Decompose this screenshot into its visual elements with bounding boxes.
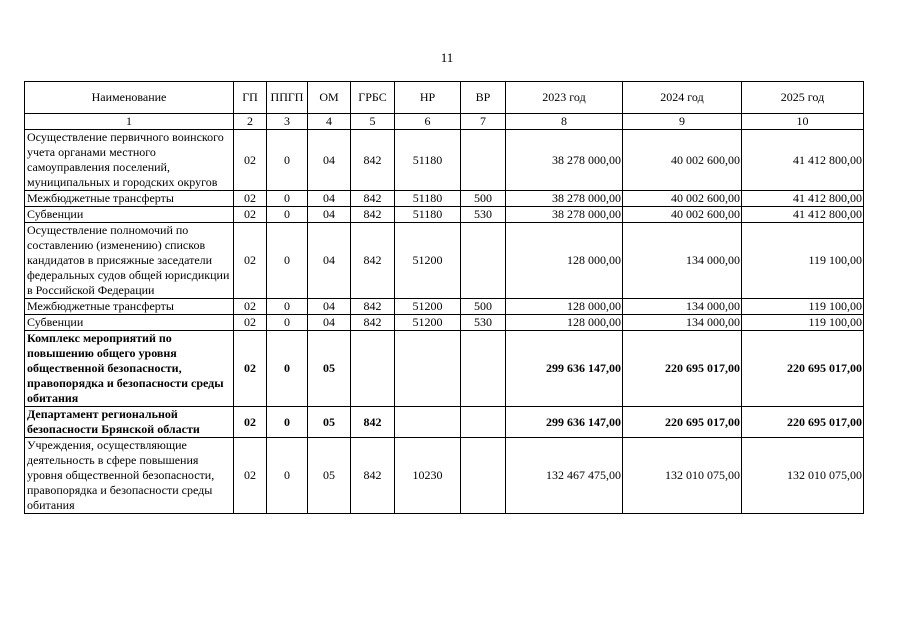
amount-2024-cell: 220 695 017,00 — [623, 331, 742, 407]
nr-cell: 51200 — [395, 299, 461, 315]
vr-cell — [461, 130, 506, 191]
table-row — [25, 407, 864, 438]
column-number-row — [25, 114, 864, 130]
vr-cell: 500 — [461, 191, 506, 207]
column-number: 1 — [25, 114, 234, 130]
ppgp-cell: 0 — [267, 223, 308, 299]
nr-cell: 51200 — [395, 223, 461, 299]
amount-2024-cell: 132 010 075,00 — [623, 438, 742, 514]
nr-cell — [395, 331, 461, 407]
amount-2024-cell: 134 000,00 — [623, 299, 742, 315]
om-cell: 05 — [308, 407, 351, 438]
vr-cell: 500 — [461, 299, 506, 315]
table-row — [25, 207, 864, 223]
grbs-cell: 842 — [351, 407, 395, 438]
gp-cell: 02 — [234, 331, 267, 407]
amount-2023-cell: 38 278 000,00 — [506, 130, 623, 191]
column-number: 6 — [395, 114, 461, 130]
row-name-cell: Осуществление полномочий по составлению (изменению) списков кандидатов в присяжные заседатели федеральных судов общей юрисдикции в Российской Федерации — [25, 223, 234, 299]
nr-cell: 51180 — [395, 191, 461, 207]
vr-cell — [461, 223, 506, 299]
om-cell: 05 — [308, 438, 351, 514]
grbs-cell: 842 — [351, 438, 395, 514]
grbs-cell: 842 — [351, 130, 395, 191]
col-gp-header: ГП — [234, 82, 267, 114]
ppgp-cell: 0 — [267, 315, 308, 331]
om-cell: 04 — [308, 130, 351, 191]
row-name-cell: Департамент региональной безопасности Брянской области — [25, 407, 234, 438]
vr-cell: 530 — [461, 315, 506, 331]
gp-cell: 02 — [234, 299, 267, 315]
grbs-cell: 842 — [351, 191, 395, 207]
amount-2024-cell: 40 002 600,00 — [623, 191, 742, 207]
amount-2025-cell: 41 412 800,00 — [742, 191, 864, 207]
column-number: 2 — [234, 114, 267, 130]
col-om-header: ОМ — [308, 82, 351, 114]
col-2024-header: 2024 год — [623, 82, 742, 114]
row-name-cell: Осуществление первичного воинского учета органами местного самоуправления поселений, муниципальных и городских округов — [25, 130, 234, 191]
om-cell: 04 — [308, 207, 351, 223]
nr-cell: 51200 — [395, 315, 461, 331]
grbs-cell: 842 — [351, 223, 395, 299]
gp-cell: 02 — [234, 191, 267, 207]
column-number: 3 — [267, 114, 308, 130]
nr-cell: 51180 — [395, 130, 461, 191]
column-number: 7 — [461, 114, 506, 130]
vr-cell — [461, 407, 506, 438]
amount-2023-cell: 38 278 000,00 — [506, 191, 623, 207]
table-row — [25, 299, 864, 315]
ppgp-cell: 0 — [267, 407, 308, 438]
amount-2025-cell: 132 010 075,00 — [742, 438, 864, 514]
col-ppgp-header: ППГП — [267, 82, 308, 114]
column-number: 4 — [308, 114, 351, 130]
vr-cell: 530 — [461, 207, 506, 223]
row-name-cell: Субвенции — [25, 207, 234, 223]
amount-2024-cell: 40 002 600,00 — [623, 130, 742, 191]
col-2025-header: 2025 год — [742, 82, 864, 114]
amount-2023-cell: 38 278 000,00 — [506, 207, 623, 223]
amount-2025-cell: 119 100,00 — [742, 315, 864, 331]
gp-cell: 02 — [234, 315, 267, 331]
amount-2024-cell: 220 695 017,00 — [623, 407, 742, 438]
column-number: 8 — [506, 114, 623, 130]
row-name-cell: Субвенции — [25, 315, 234, 331]
row-name-cell: Учреждения, осуществляющие деятельность в сфере повышения уровня общественной безопасности, правопорядка и безопасности среды обитания — [25, 438, 234, 514]
gp-cell: 02 — [234, 130, 267, 191]
amount-2024-cell: 134 000,00 — [623, 315, 742, 331]
budget-table — [24, 81, 864, 514]
amount-2023-cell: 299 636 147,00 — [506, 331, 623, 407]
page-number: 11 — [440, 50, 454, 65]
amount-2025-cell: 41 412 800,00 — [742, 130, 864, 191]
amount-2025-cell: 119 100,00 — [742, 223, 864, 299]
col-2023-header: 2023 год — [506, 82, 623, 114]
vr-cell — [461, 438, 506, 514]
om-cell: 05 — [308, 331, 351, 407]
ppgp-cell: 0 — [267, 331, 308, 407]
header-row — [25, 82, 864, 114]
amount-2025-cell: 220 695 017,00 — [742, 331, 864, 407]
row-name-cell: Межбюджетные трансферты — [25, 191, 234, 207]
gp-cell: 02 — [234, 438, 267, 514]
amount-2023-cell: 128 000,00 — [506, 299, 623, 315]
column-number: 9 — [623, 114, 742, 130]
grbs-cell: 842 — [351, 207, 395, 223]
gp-cell: 02 — [234, 223, 267, 299]
amount-2023-cell: 132 467 475,00 — [506, 438, 623, 514]
nr-cell — [395, 407, 461, 438]
col-vr-header: ВР — [461, 82, 506, 114]
om-cell: 04 — [308, 299, 351, 315]
grbs-cell — [351, 331, 395, 407]
amount-2024-cell: 40 002 600,00 — [623, 207, 742, 223]
ppgp-cell: 0 — [267, 438, 308, 514]
om-cell: 04 — [308, 315, 351, 331]
nr-cell: 10230 — [395, 438, 461, 514]
ppgp-cell: 0 — [267, 130, 308, 191]
gp-cell: 02 — [234, 407, 267, 438]
col-nr-header: НР — [395, 82, 461, 114]
amount-2025-cell: 119 100,00 — [742, 299, 864, 315]
amount-2023-cell: 128 000,00 — [506, 223, 623, 299]
column-number: 5 — [351, 114, 395, 130]
vr-cell — [461, 331, 506, 407]
table-row — [25, 315, 864, 331]
table-row — [25, 223, 864, 299]
column-number: 10 — [742, 114, 864, 130]
om-cell: 04 — [308, 191, 351, 207]
gp-cell: 02 — [234, 207, 267, 223]
ppgp-cell: 0 — [267, 207, 308, 223]
amount-2023-cell: 128 000,00 — [506, 315, 623, 331]
table-row — [25, 130, 864, 191]
table-row — [25, 191, 864, 207]
amount-2025-cell: 220 695 017,00 — [742, 407, 864, 438]
ppgp-cell: 0 — [267, 191, 308, 207]
amount-2023-cell: 299 636 147,00 — [506, 407, 623, 438]
grbs-cell: 842 — [351, 315, 395, 331]
nr-cell: 51180 — [395, 207, 461, 223]
table-row — [25, 438, 864, 514]
grbs-cell: 842 — [351, 299, 395, 315]
amount-2024-cell: 134 000,00 — [623, 223, 742, 299]
ppgp-cell: 0 — [267, 299, 308, 315]
row-name-cell: Комплекс мероприятий по повышению общего уровня общественной безопасности, правопорядка и безопасности среды обитания — [25, 331, 234, 407]
table-row — [25, 331, 864, 407]
col-grbs-header: ГРБС — [351, 82, 395, 114]
amount-2025-cell: 41 412 800,00 — [742, 207, 864, 223]
row-name-cell: Межбюджетные трансферты — [25, 299, 234, 315]
om-cell: 04 — [308, 223, 351, 299]
col-name-header: Наименование — [25, 82, 234, 114]
